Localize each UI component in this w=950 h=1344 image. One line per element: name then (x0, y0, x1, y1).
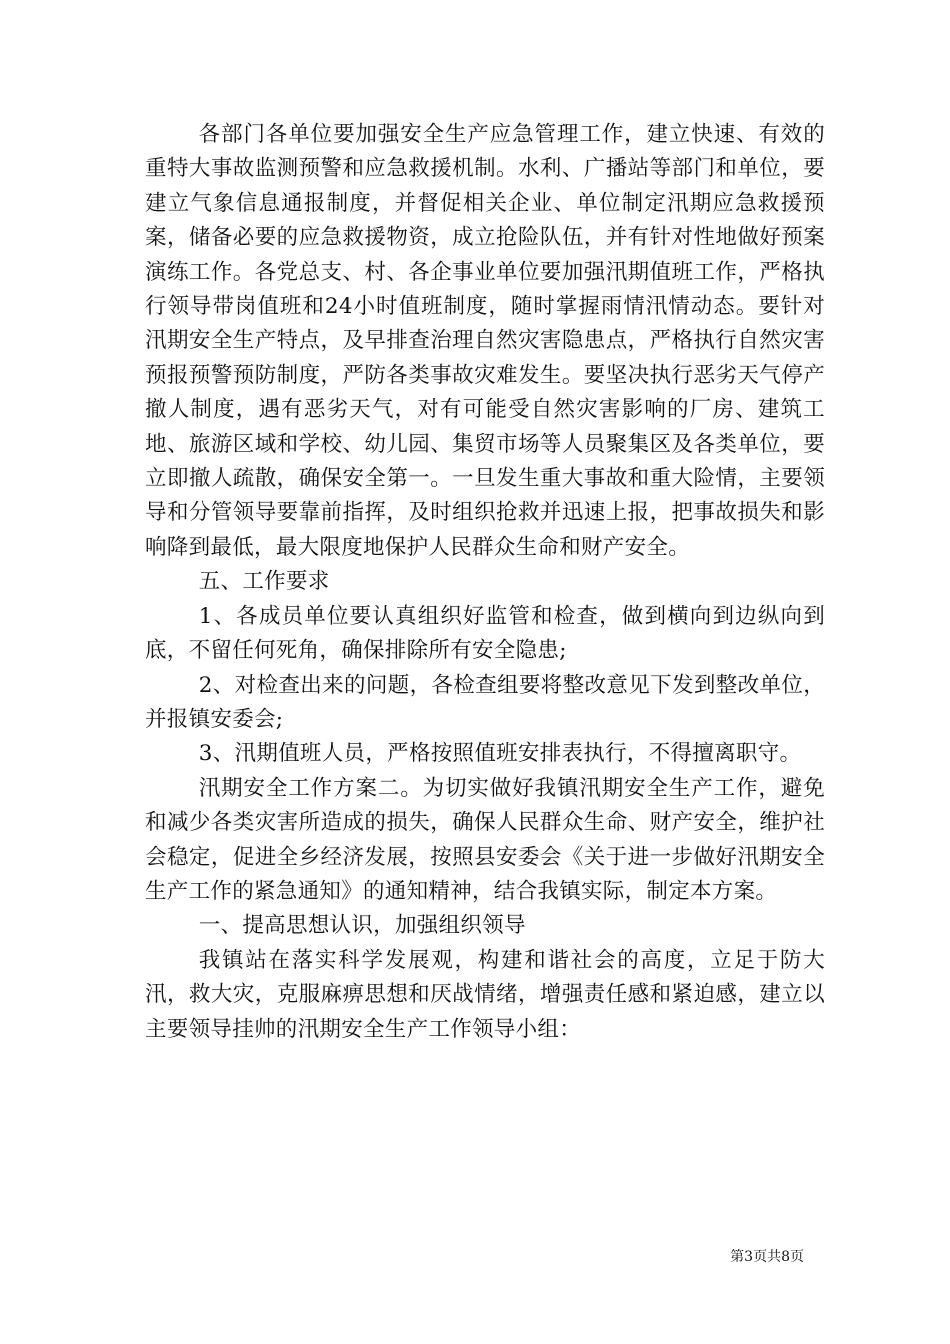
requirement-item-3: 3、汛期值班人员，严格按照值班安排表执行，不得擅离职守。 (198, 741, 802, 767)
section-heading-work-requirements: 五、工作要求 (198, 569, 330, 595)
section-heading-raise-awareness: 一、提高思想认识，加强组织领导 (198, 913, 526, 939)
document-body (145, 118, 825, 1047)
paragraph-emergency-management: 各部门各单位要加强安全生产应急管理工作，建立快速、有效的重特大事故监测预警和应急救援机制。水利、广播站等部门和单位，要建立气象信息通报制度，并督促相关企业、单位制定汛期应急救援预案，储备必要的应急救援物资，成立抢险队伍，并有针对性地做好预案演练工作。各党总支、村、各企事业单位要加强汛期值班工作，严格执行领导带岗值班和24小时值班制度，随时掌握雨情汛情动态。要针对汛期安全生产特点，及早排查治理自然灾害隐患点，严格执行自然灾害预报预警预防制度，严防各类事故灾难发生。要坚决执行恶劣天气停产撤人制度，遇有恶劣天气，对有可能受自然灾害影响的厂房、建筑工地、旅游区域和学校、幼儿园、集贸市场等人员聚集区及各类单位，要立即撤人疏散，确保安全第一。一旦发生重大事故和重大险情，主要领导和分管领导要靠前指挥，及时组织抢救并迅速上报，把事故损失和影响降到最低，最大限度地保护人民群众生命和财产安全。 (145, 122, 825, 560)
requirement-item-2: 2、对检查出来的问题，各检查组要将整改意见下发到整改单位，并报镇安委会; (145, 672, 825, 732)
requirement-item-1: 1、各成员单位要认真组织好监管和检查，做到横向到边纵向到底，不留任何死角，确保排除所有安全隐患; (145, 603, 825, 664)
page-number-footer: 第3页共8页 (730, 1249, 804, 1265)
paragraph-leadership-group: 我镇站在落实科学发展观，构建和谐社会的高度，立足于防大汛，救大灾，克服麻痹思想和厌战情绪，增强责任感和紧迫感，建立以主要领导挂帅的汛期安全生产工作领导小组： (145, 947, 825, 1042)
paragraph-plan-two-intro: 汛期安全工作方案二。为切实做好我镇汛期安全生产工作，避免和减少各类灾害所造成的损失，确保人民群众生命、财产安全，维护社会稳定，促进全乡经济发展，按照县安委会《关于进一步做好汛期安全生产工作的紧急通知》的通知精神，结合我镇实际，制定本方案。 (145, 775, 825, 904)
